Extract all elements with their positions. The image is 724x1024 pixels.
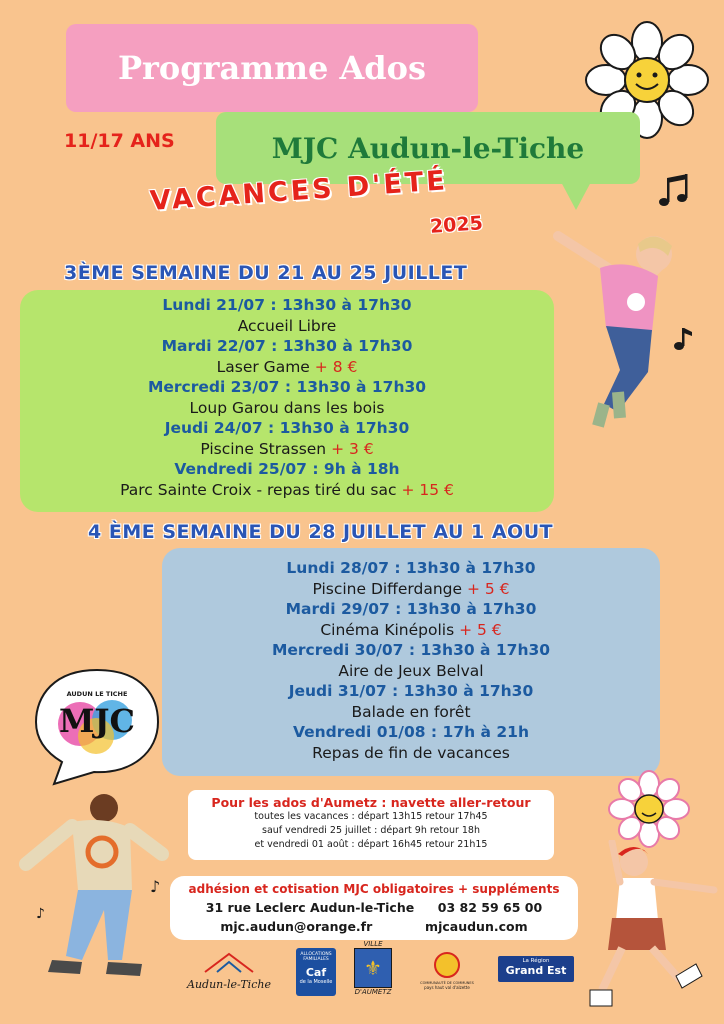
region-logo — [498, 956, 574, 982]
shuttle-line-3: et vendredi 01 août : départ 16h45 retour 21h15 — [254, 839, 488, 850]
week3-price-4: + 3 € — [331, 439, 374, 458]
week3-day-2: Mardi 22/07 : 13h30 à 17h30 — [161, 337, 413, 355]
week4-activity-4: Balade en forêt — [351, 702, 471, 721]
shuttle-info — [188, 790, 554, 860]
jumping-girl-illustration — [582, 840, 722, 1010]
flower-smiley-small-icon — [608, 770, 690, 848]
week4-activity-1: Piscine Differdange + 5 € — [312, 579, 510, 598]
title-banner — [66, 24, 478, 112]
week4-day-1: Lundi 28/07 : 13h30 à 17h30 — [286, 559, 536, 577]
week4-day-5: Vendredi 01/08 : 17h à 21h — [292, 723, 529, 741]
audun-logo-text: Audun-le-Tiche — [187, 978, 271, 991]
shuttle-title: Pour les ados d'Aumetz : navette aller-retour — [211, 795, 531, 810]
communaute-text: COMMUNAUTÉ DE COMMUNES — [420, 981, 474, 985]
week4-schedule — [162, 548, 660, 776]
boy-illustration — [12, 790, 182, 990]
week3-day-5: Vendredi 25/07 : 9h à 18h — [174, 460, 400, 478]
contact-address: 31 rue Leclerc Audun-le-Tiche — [205, 900, 415, 915]
week4-heading: 4 ÈME SEMAINE DU 28 JUILLET AU 1 AOUT — [88, 521, 554, 543]
week4-day-4: Jeudi 31/07 : 13h30 à 17h30 — [288, 682, 534, 700]
contact-website: mjcaudun.com — [425, 919, 528, 934]
communaute-sub: pays haut val d'alzette — [424, 985, 470, 990]
org-name: MJC Audun-le-Tiche — [271, 131, 585, 165]
music-notes-icon — [656, 170, 696, 210]
logo-text: MJC — [58, 702, 136, 740]
week4-activity-3: Aire de Jeux Belval — [338, 661, 484, 680]
logo-city: AUDUN LE TICHE — [66, 690, 128, 698]
speech-tail — [560, 180, 592, 210]
week3-price-2: + 8 € — [314, 357, 358, 376]
week4-price-1: + 5 € — [466, 579, 510, 598]
week4-activity-2: Cinéma Kinépolis + 5 € — [320, 620, 502, 639]
shuttle-line-1: toutes les vacances : départ 13h15 retour 17h45 — [254, 811, 488, 822]
year-label: 2025 — [429, 212, 484, 238]
week4-day-3: Mercredi 30/07 : 13h30 à 17h30 — [271, 641, 551, 659]
week4-price-2: + 5 € — [459, 620, 502, 639]
mjc-logo — [32, 666, 162, 786]
communaute-emblem-icon — [434, 952, 460, 978]
page-title: Programme Ados — [117, 49, 426, 87]
aumetz-bottom: D'AUMETZ — [354, 988, 392, 996]
week3-day-4: Jeudi 24/07 : 13h30 à 17h30 — [164, 419, 410, 437]
vacances-title: VACANCES D'ÉTÉ — [148, 165, 449, 217]
week3-price-5: + 15 € — [401, 480, 454, 499]
communaute-logo — [408, 952, 486, 990]
week3-activity-2: Laser Game + 8 € — [216, 357, 358, 376]
contact-info — [170, 876, 578, 940]
week3-day-1: Lundi 21/07 : 13h30 à 17h30 — [162, 296, 412, 314]
svg-text:♪: ♪ — [150, 877, 161, 896]
caf-top-text: ALLOCATIONS FAMILIALES — [300, 952, 332, 962]
week3-day-3: Mercredi 23/07 : 13h30 à 17h30 — [147, 378, 427, 396]
audun-logo — [184, 950, 274, 991]
week3-heading: 3ÈME SEMAINE DU 21 AU 25 JUILLET — [64, 262, 468, 284]
week4-activity-5: Repas de fin de vacances — [312, 743, 510, 762]
contact-title: adhésion et cotisation MJC obligatoires + suppléments — [188, 882, 560, 896]
caf-logo — [296, 948, 336, 996]
week3-activity-3: Loup Garou dans les bois — [189, 398, 385, 417]
caf-name: Caf — [305, 966, 327, 979]
shuttle-line-2: sauf vendredi 25 juillet : départ 9h retour 18h — [262, 825, 480, 836]
contact-phone: 03 82 59 65 00 — [437, 900, 543, 915]
audun-emblem-icon — [199, 950, 259, 976]
contact-email: mjc.audun@orange.fr — [220, 919, 373, 934]
aumetz-top: VILLE — [363, 940, 383, 948]
week3-activity-4: Piscine Strassen + 3 € — [200, 439, 374, 458]
week3-schedule — [20, 290, 554, 512]
region-name: Grand Est — [505, 964, 567, 977]
region-top: La Région — [522, 958, 550, 964]
week3-activity-5: Parc Sainte Croix - repas tiré du sac + 15 € — [120, 480, 454, 499]
aumetz-crest-icon: ⚜ — [354, 948, 392, 988]
age-range: 11/17 ANS — [64, 130, 175, 152]
caf-sub: de la Moselle — [299, 979, 333, 985]
aumetz-logo — [348, 940, 398, 996]
week3-activity-1: Accueil Libre — [237, 316, 337, 335]
dancing-girl-illustration — [548, 222, 678, 452]
week4-day-2: Mardi 29/07 : 13h30 à 17h30 — [285, 600, 537, 618]
svg-text:♪: ♪ — [36, 906, 45, 922]
